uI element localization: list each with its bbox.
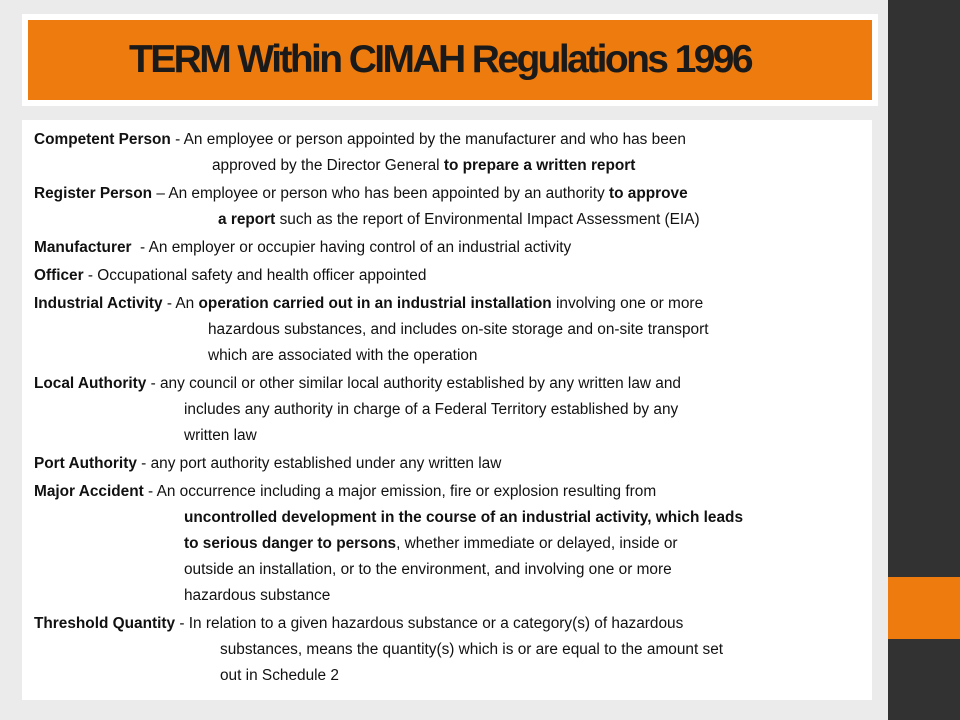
definition-text: any council or other similar local authority established by any written law and xyxy=(159,375,681,392)
title-banner xyxy=(28,20,872,100)
definition-text: In relation to a given hazardous substance or a category(s) of hazardous xyxy=(188,615,684,632)
definition-separator: - xyxy=(131,239,149,256)
definition-term: Manufacturer xyxy=(34,239,132,256)
definition-term: Officer xyxy=(34,267,84,284)
definition-text: approved by the Director General xyxy=(212,157,444,174)
definition-item xyxy=(34,235,860,261)
definition-text: substances, means the quantity(s) which is or are equal to the amount set xyxy=(220,641,724,658)
definition-item xyxy=(34,127,860,179)
definition-line xyxy=(34,663,860,689)
definition-separator: - xyxy=(83,267,98,284)
definition-line xyxy=(34,371,860,397)
definition-text: includes any authority in charge of a Federal Territory established by any xyxy=(184,401,679,418)
definition-line xyxy=(34,153,860,179)
definition-text: An employee or person who has been appointed by an authority xyxy=(168,185,609,202)
definition-line xyxy=(34,207,860,233)
definition-text: such as the report of Environmental Impact Assessment (EIA) xyxy=(275,211,700,228)
definition-separator: - xyxy=(170,131,184,148)
definition-item xyxy=(34,451,860,477)
definition-line xyxy=(34,127,860,153)
definition-line xyxy=(34,637,860,663)
definition-text: An xyxy=(175,295,199,312)
definition-line xyxy=(34,397,860,423)
definition-text: any port authority established under any written law xyxy=(150,455,502,472)
page-title: TERM Within CIMAH Regulations 1996 xyxy=(129,38,751,81)
definition-line xyxy=(34,291,860,317)
definition-term: Register Person xyxy=(34,185,153,202)
sidebar-accent-block xyxy=(888,577,960,639)
definition-separator: - xyxy=(175,615,189,632)
definition-line xyxy=(34,317,860,343)
definition-line xyxy=(34,505,860,531)
definition-term: Industrial Activity xyxy=(34,295,163,312)
definition-line xyxy=(34,235,860,261)
definition-line xyxy=(34,611,860,637)
definition-term: Port Authority xyxy=(34,455,137,472)
definition-emphasis: to serious danger to persons xyxy=(184,535,397,552)
title-frame xyxy=(22,14,878,106)
definition-line xyxy=(34,343,860,369)
definition-line xyxy=(34,451,860,477)
definition-term: Threshold Quantity xyxy=(34,615,176,632)
definition-item xyxy=(34,263,860,289)
definition-line xyxy=(34,557,860,583)
definition-text: Occupational safety and health officer appointed xyxy=(97,267,427,284)
definition-line xyxy=(34,583,860,609)
definition-text: An employer or occupier having control of an industrial activity xyxy=(148,239,572,256)
definition-text: , whether immediate or delayed, inside or xyxy=(396,535,678,552)
definition-separator: - xyxy=(136,455,151,472)
definition-separator: - xyxy=(146,375,160,392)
definition-item xyxy=(34,371,860,449)
definition-separator: – xyxy=(152,185,169,202)
definition-emphasis: a report xyxy=(218,211,276,228)
definition-text: written law xyxy=(184,427,257,444)
definitions-panel xyxy=(22,120,872,700)
definition-text: involving one or more xyxy=(551,295,704,312)
definition-term: Local Authority xyxy=(34,375,147,392)
definition-text: which are associated with the operation xyxy=(208,347,478,364)
definition-text: hazardous substances, and includes on-site storage and on-site transport xyxy=(208,321,709,338)
definition-line xyxy=(34,479,860,505)
definition-emphasis: to prepare a written report xyxy=(443,157,636,174)
definition-line xyxy=(34,423,860,449)
definition-separator: - xyxy=(162,295,176,312)
definition-text: An employee or person appointed by the manufacturer and who has been xyxy=(183,131,686,148)
definition-item xyxy=(34,181,860,233)
definition-term: Competent Person xyxy=(34,131,171,148)
definition-item xyxy=(34,479,860,609)
definition-line xyxy=(34,181,860,207)
definition-separator: - xyxy=(143,483,157,500)
definition-line xyxy=(34,263,860,289)
definition-text: outside an installation, or to the environment, and involving one or more xyxy=(184,561,672,578)
definition-line xyxy=(34,531,860,557)
definition-emphasis: uncontrolled development in the course of an industrial activity, which leads xyxy=(184,509,744,526)
definition-item xyxy=(34,611,860,689)
definition-item xyxy=(34,291,860,369)
definition-text: out in Schedule 2 xyxy=(220,667,339,684)
definition-term: Major Accident xyxy=(34,483,144,500)
definition-text: An occurrence including a major emission, fire or explosion resulting from xyxy=(156,483,657,500)
definition-text: hazardous substance xyxy=(184,587,331,604)
definition-emphasis: operation carried out in an industrial installation xyxy=(198,295,552,312)
definition-emphasis: to approve xyxy=(608,185,688,202)
